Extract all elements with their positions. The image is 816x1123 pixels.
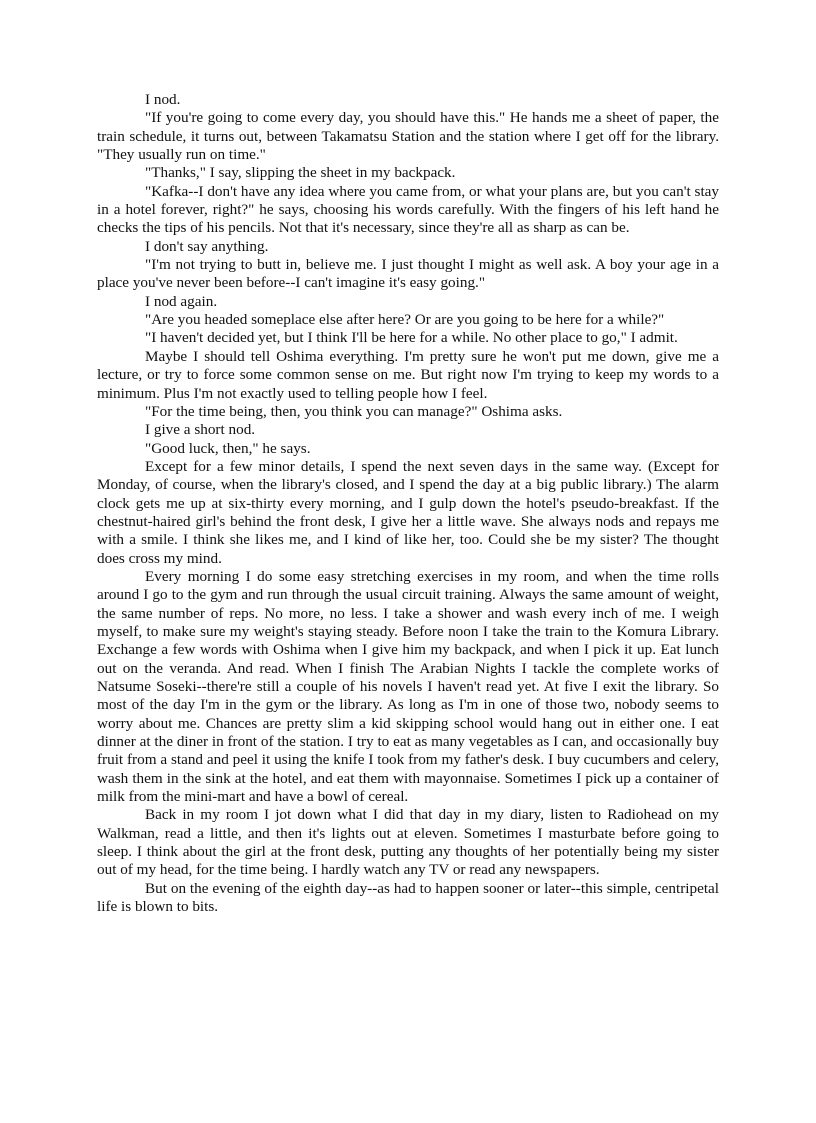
paragraph: Every morning I do some easy stretching exercises in my room, and when the time rolls around I go to the gym and run through the usual circuit training. Always the same amount of weight, the same number of reps. No more, no less. I take a shower and wash every inch of me. I weigh myself, to make sure my weight's staying steady. Before noon I take the train to the Komura Library. Exchange a few words with Oshima when I give him my backpack, and when I pick it up. Eat lunch out on the veranda. And read. When I finish The Arabian Nights I tackle the complete works of Natsume Soseki--there're still a couple of his novels I haven't read yet. At five I exit the library. So most of the day I'm in the gym or the library. As long as I'm in one of those two, nobody seems to worry about me. Chances are pretty slim a kid skipping school would hang out in either one. I eat dinner at the diner in front of the station. I try to eat as many vegetables as I can, and occasionally buy fruit from a stand and peel it using the knife I took from my father's desk. I buy cucumbers and celery, wash them in the sink at the hotel, and eat them with mayonnaise. Sometimes I pick up a container of milk from the mini-mart and have a bowl of cereal. (97, 567, 719, 806)
paragraph: I give a short nod. (145, 421, 256, 439)
paragraph: "If you're going to come every day, you should have this." He hands me a sheet of paper, the train schedule, it turns out, between Takamatsu Station and the station where I get off for the library. "They usually run on time." (97, 109, 719, 164)
body-text (97, 91, 719, 916)
paragraph: "For the time being, then, you think you can manage?" Oshima asks. (145, 402, 563, 420)
paragraph: But on the evening of the eighth day--as had to happen sooner or later--this simple, centripetal life is blown to bits. (97, 879, 719, 916)
paragraph: I nod. (145, 91, 181, 108)
paragraph: "Are you headed someplace else after here? Or are you going to be here for a while?" (145, 311, 665, 329)
paragraph: "I haven't decided yet, but I think I'll be here for a while. No other place to go," I admit. (145, 329, 678, 347)
paragraph: "Good luck, then," he says. (145, 439, 311, 457)
paragraph: "I'm not trying to butt in, believe me. I just thought I might as well ask. A boy your age in a place you've never been before--I can't imagine it's easy going." (97, 256, 719, 292)
paragraph: "Thanks," I say, slipping the sheet in my backpack. (145, 164, 456, 182)
paragraph: "Kafka--I don't have any idea where you came from, or what your plans are, but you can't stay in a hotel forever, right?" he says, choosing his words carefully. With the fingers of his left hand he checks the tips of his pencils. Not that it's necessary, since they're all as sharp as can be. (97, 182, 719, 237)
paragraph: Back in my room I jot down what I did that day in my diary, listen to Radiohead on my Walkman, read a little, and then it's lights out at eleven. Sometimes I masturbate before going to sleep. I think about the girl at the front desk, putting any thoughts of her potentially being my sister out of my head, for the time being. I hardly watch any TV or read any newspapers. (97, 806, 719, 879)
paragraph: I nod again. (145, 292, 218, 310)
paragraph: I don't say anything. (145, 237, 269, 255)
paragraph: Except for a few minor details, I spend the next seven days in the same way. (Except for Monday, of course, when the library's closed, and I spend the day at a big public library.) The alarm clock gets me up at six-thirty every morning, and I gulp down the hotel's pseudo-breakfast. If the chestnut-haired girl's behind the front desk, I give her a little wave. She always nods and repays me with a smile. I think she likes me, and I kind of like her, too. Could she be my sister? The thought does cross my mind. (97, 457, 719, 567)
paragraph: Maybe I should tell Oshima everything. I'm pretty sure he won't put me down, give me a lecture, or try to force some common sense on me. But right now I'm trying to keep my words to a minimum. Plus I'm not exactly used to telling people how I feel. (97, 347, 719, 402)
